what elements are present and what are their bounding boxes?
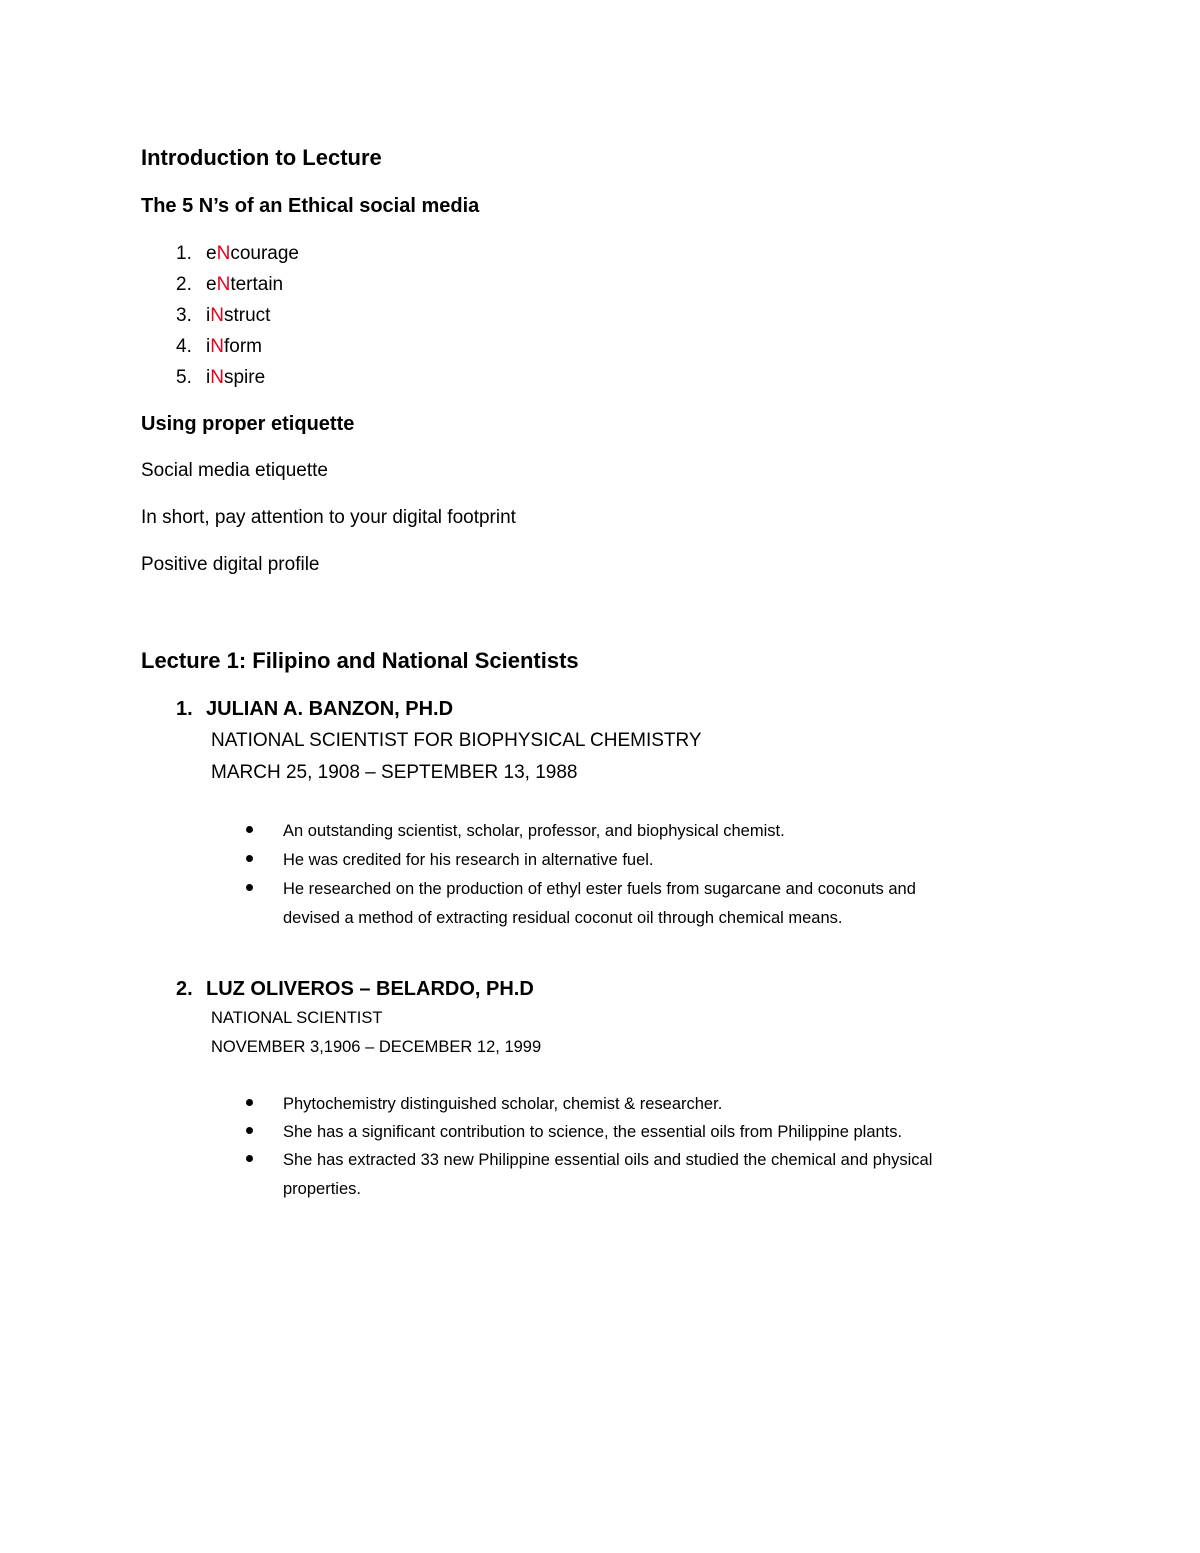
- word-rest: courage: [230, 243, 299, 264]
- ns-list-item: [176, 243, 299, 265]
- intro-subtitle: The 5 N’s of an Ethical social media: [141, 195, 480, 217]
- highlighted-n: N: [210, 336, 224, 357]
- intro-line: Positive digital profile: [141, 554, 320, 575]
- highlighted-n: N: [210, 367, 224, 388]
- list-number: 3.: [176, 305, 192, 326]
- word-prefix: i: [206, 336, 211, 357]
- bullet-icon: [246, 884, 253, 891]
- bullet-text: An outstanding scientist, scholar, professor, and biophysical chemist.: [283, 822, 785, 840]
- scientist-name-text: LUZ OLIVEROS – BELARDO, PH.D: [206, 978, 534, 1000]
- ns-list-item: [176, 305, 270, 327]
- word-prefix: e: [206, 243, 217, 264]
- word-prefix: i: [206, 305, 211, 326]
- list-number: 4.: [176, 336, 192, 357]
- scientist-role: NATIONAL SCIENTIST: [211, 1009, 383, 1027]
- intro-title: Introduction to Lecture: [141, 145, 382, 170]
- list-number: 2.: [176, 978, 193, 1000]
- highlighted-n: N: [210, 305, 224, 326]
- bullet-text: He was credited for his research in alternative fuel.: [283, 851, 654, 869]
- scientist-name-text: JULIAN A. BANZON, PH.D: [206, 698, 454, 720]
- bullet-icon: [246, 826, 253, 833]
- ns-list-item: [176, 274, 283, 296]
- bullet-text: He researched on the production of ethyl ester fuels from sugarcane and coconuts and: [283, 880, 916, 898]
- bullet-text-continuation: devised a method of extracting residual coconut oil through chemical means.: [283, 909, 843, 927]
- ns-list-item: [176, 336, 262, 358]
- bullet-text: She has extracted 33 new Philippine essential oils and studied the chemical and physical: [283, 1151, 933, 1169]
- scientist-dates: NOVEMBER 3,1906 – DECEMBER 12, 1999: [211, 1038, 542, 1056]
- highlighted-n: N: [216, 274, 231, 295]
- bullet-text: She has a significant contribution to science, the essential oils from Philippine plants.: [283, 1123, 903, 1141]
- word-prefix: e: [206, 274, 217, 295]
- lecture-title: Lecture 1: Filipino and National Scientists: [141, 648, 579, 673]
- intro-line: In short, pay attention to your digital footprint: [141, 507, 516, 528]
- bullet-icon: [246, 1127, 253, 1134]
- scientist-name: [176, 698, 453, 721]
- intro-line: Social media etiquette: [141, 460, 328, 481]
- scientist-role: NATIONAL SCIENTIST FOR BIOPHYSICAL CHEMISTRY: [211, 730, 702, 751]
- scientist-name: [176, 978, 534, 1001]
- word-rest: struct: [223, 305, 271, 326]
- word-rest: tertain: [230, 274, 284, 295]
- bullet-text-continuation: properties.: [283, 1180, 361, 1198]
- word-prefix: i: [206, 367, 211, 388]
- etiquette-heading: Using proper etiquette: [141, 413, 355, 435]
- list-number: 2.: [176, 274, 192, 295]
- list-number: 1.: [176, 698, 193, 720]
- bullet-text: Phytochemistry distinguished scholar, chemist & researcher.: [283, 1095, 723, 1113]
- bullet-icon: [246, 1099, 253, 1106]
- bullet-icon: [246, 1155, 253, 1162]
- ns-list-item: [176, 367, 265, 389]
- scientist-dates: MARCH 25, 1908 – SEPTEMBER 13, 1988: [211, 762, 578, 783]
- list-number: 1.: [176, 243, 192, 264]
- bullet-icon: [246, 855, 253, 862]
- list-number: 5.: [176, 367, 192, 388]
- word-rest: form: [223, 336, 262, 357]
- highlighted-n: N: [216, 243, 231, 264]
- word-rest: spire: [223, 367, 266, 388]
